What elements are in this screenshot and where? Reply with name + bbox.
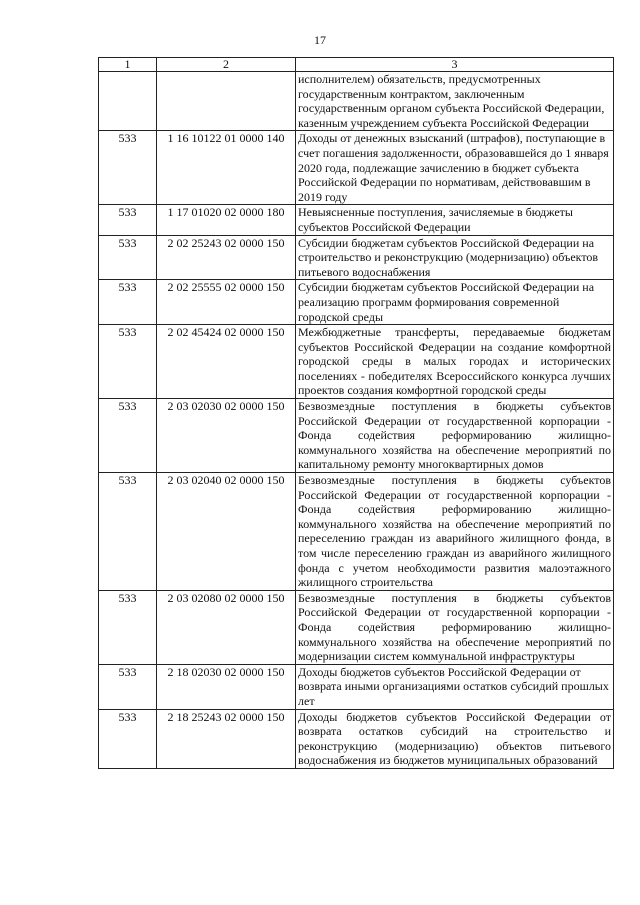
- administrator-code-cell: 533: [99, 131, 157, 205]
- budget-classification-code-cell: 2 03 02080 02 0000 150: [157, 590, 296, 664]
- budget-classification-code-cell: 2 18 25243 02 0000 150: [157, 709, 296, 768]
- revenue-description-cell: Межбюджетные трансферты, передаваемые бюджетам субъектов Российской Федерации на создание комфортной городской среды в малых городах и исторических поселениях - победителях Всероссийского конкурса лучших проектов создания комфортной городской среды: [296, 325, 614, 399]
- administrator-code-cell: 533: [99, 664, 157, 709]
- administrator-code-cell: 533: [99, 399, 157, 473]
- revenue-description-cell: Безвозмездные поступления в бюджеты субъектов Российской Федерации от государственной корпорации - Фонда содействия реформированию жилищно-коммунального хозяйства на обеспечение мероприятий по переселению граждан из аварийного жилищного фонда, в том числе переселению граждан из аварийного жилищного фонда с учетом необходимости развития малоэтажного жилищного строительства: [296, 473, 614, 591]
- table-body: [99, 72, 614, 769]
- header-col-3: 3: [296, 58, 614, 72]
- table-row: [99, 205, 614, 235]
- table-header-row: [99, 58, 614, 72]
- revenue-description-cell: Невыясненные поступления, зачисляемые в бюджеты субъектов Российской Федерации: [296, 205, 614, 235]
- budget-classification-code-cell: 2 02 45424 02 0000 150: [157, 325, 296, 399]
- administrator-code-cell: 533: [99, 590, 157, 664]
- table-row: [99, 131, 614, 205]
- revenue-description-cell: Субсидии бюджетам субъектов Российской Федерации на реализацию программ формирования современной городской среды: [296, 280, 614, 325]
- table-row: [99, 590, 614, 664]
- header-col-1: 1: [99, 58, 157, 72]
- budget-classification-code-cell: 2 02 25555 02 0000 150: [157, 280, 296, 325]
- page-number: 17: [314, 33, 326, 47]
- budget-classification-code-cell: 1 17 01020 02 0000 180: [157, 205, 296, 235]
- revenue-description-cell: исполнителем) обязательств, предусмотренных государственным контрактом, заключенным государственным органом субъекта Российской Федерации, казенным учреждением субъекта Российской Федерации: [296, 72, 614, 131]
- revenue-description-cell: Безвозмездные поступления в бюджеты субъектов Российской Федерации от государственной корпорации - Фонда содействия реформированию жилищно-коммунального хозяйства на обеспечение мероприятий по капитальному ремонту многоквартирных домов: [296, 399, 614, 473]
- table-header: [99, 58, 614, 72]
- revenue-description-cell: Доходы от денежных взысканий (штрафов), поступающие в счет погашения задолженности, образовавшейся до 1 января 2020 года, подлежащие зачислению в бюджет субъекта Российской Федерации по нормативам, действовавшим в 2019 году: [296, 131, 614, 205]
- table-row: [99, 72, 614, 131]
- revenue-description-cell: Безвозмездные поступления в бюджеты субъектов Российской Федерации от государственной корпорации - Фонда содействия реформированию жилищно-коммунального хозяйства на обеспечение мероприятий по модернизации систем коммунальной инфраструктуры: [296, 590, 614, 664]
- budget-classification-code-cell: [157, 72, 296, 131]
- table-row: [99, 664, 614, 709]
- administrator-code-cell: 533: [99, 205, 157, 235]
- revenue-description-cell: Доходы бюджетов субъектов Российской Федерации от возврата остатков субсидий на строительство и реконструкцию (модернизацию) объектов питьевого водоснабжения из бюджетов муниципальных образований: [296, 709, 614, 768]
- table-row: [99, 280, 614, 325]
- revenue-description-cell: Субсидии бюджетам субъектов Российской Федерации на строительство и реконструкцию (модернизацию) объектов питьевого водоснабжения: [296, 235, 614, 280]
- budget-classification-code-cell: 2 03 02040 02 0000 150: [157, 473, 296, 591]
- budget-classification-code-cell: 2 03 02030 02 0000 150: [157, 399, 296, 473]
- administrator-code-cell: 533: [99, 280, 157, 325]
- administrator-code-cell: 533: [99, 709, 157, 768]
- budget-classification-code-cell: 2 18 02030 02 0000 150: [157, 664, 296, 709]
- revenue-description-cell: Доходы бюджетов субъектов Российской Федерации от возврата иными организациями остатков субсидий прошлых лет: [296, 664, 614, 709]
- administrator-code-cell: [99, 72, 157, 131]
- table-row: [99, 709, 614, 768]
- table-row: [99, 473, 614, 591]
- administrator-code-cell: 533: [99, 473, 157, 591]
- revenue-codes-table: [98, 57, 614, 769]
- table-row: [99, 235, 614, 280]
- administrator-code-cell: 533: [99, 235, 157, 280]
- table-row: [99, 325, 614, 399]
- header-col-2: 2: [157, 58, 296, 72]
- budget-classification-code-cell: 1 16 10122 01 0000 140: [157, 131, 296, 205]
- table-row: [99, 399, 614, 473]
- budget-classification-code-cell: 2 02 25243 02 0000 150: [157, 235, 296, 280]
- administrator-code-cell: 533: [99, 325, 157, 399]
